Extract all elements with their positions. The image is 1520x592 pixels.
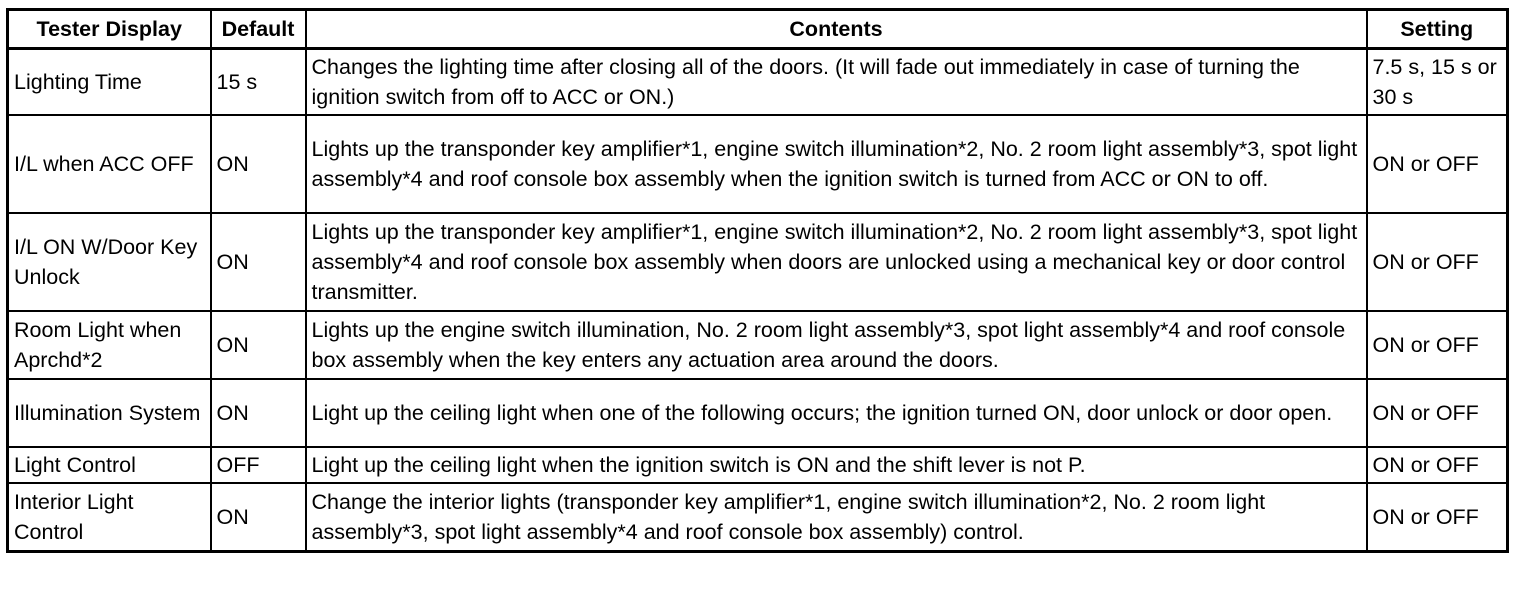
cell-default: ON [211,213,306,311]
cell-default: ON [211,483,306,552]
cell-default: ON [211,379,306,447]
cell-contents: Change the interior lights (transponder key amplifier*1, engine switch illumination*2, No. 2 room light assembly*3, spot light assembly*4 and roof console box assembly) control. [306,483,1367,552]
table-row [8,379,1508,447]
cell-tester-display: Room Light when Aprchd*2 [8,311,211,379]
header-tester-display: Tester Display [8,10,211,49]
cell-default: ON [211,311,306,379]
header-contents: Contents [306,10,1367,49]
cell-setting: ON or OFF [1367,213,1508,311]
cell-tester-display: Light Control [8,447,211,483]
cell-tester-display: Illumination System [8,379,211,447]
cell-tester-display: I/L when ACC OFF [8,115,211,213]
header-row [8,10,1508,49]
table-row [8,213,1508,311]
cell-default: ON [211,115,306,213]
cell-setting: 7.5 s, 15 s or 30 s [1367,49,1508,116]
table-row [8,483,1508,552]
cell-contents: Light up the ceiling light when one of the following occurs; the ignition turned ON, door unlock or door open. [306,379,1367,447]
cell-tester-display: I/L ON W/Door Key Unlock [8,213,211,311]
cell-contents: Lights up the transponder key amplifier*1, engine switch illumination*2, No. 2 room light assembly*3, spot light assembly*4 and roof console box assembly when doors are unlocked using a mechanical key or door control transmitter. [306,213,1367,311]
cell-default: 15 s [211,49,306,116]
cell-contents: Lights up the engine switch illumination, No. 2 room light assembly*3, spot light assembly*4 and roof console box assembly when the key enters any actuation area around the doors. [306,311,1367,379]
cell-contents: Lights up the transponder key amplifier*1, engine switch illumination*2, No. 2 room light assembly*3, spot light assembly*4 and roof console box assembly when the ignition switch is turned from ACC or ON to off. [306,115,1367,213]
table-row [8,49,1508,116]
cell-tester-display: Lighting Time [8,49,211,116]
cell-setting: ON or OFF [1367,447,1508,483]
cell-contents: Changes the lighting time after closing all of the doors. (It will fade out immediately in case of turning the ignition switch from off to ACC or ON.) [306,49,1367,116]
cell-setting: ON or OFF [1367,379,1508,447]
cell-default: OFF [211,447,306,483]
table-row [8,311,1508,379]
cell-tester-display: Interior Light Control [8,483,211,552]
header-setting: Setting [1367,10,1508,49]
cell-setting: ON or OFF [1367,483,1508,552]
table-row [8,115,1508,213]
table-row [8,447,1508,483]
customize-settings-table [6,8,1509,553]
cell-setting: ON or OFF [1367,311,1508,379]
header-default: Default [211,10,306,49]
cell-setting: ON or OFF [1367,115,1508,213]
cell-contents: Light up the ceiling light when the ignition switch is ON and the shift lever is not P. [306,447,1367,483]
